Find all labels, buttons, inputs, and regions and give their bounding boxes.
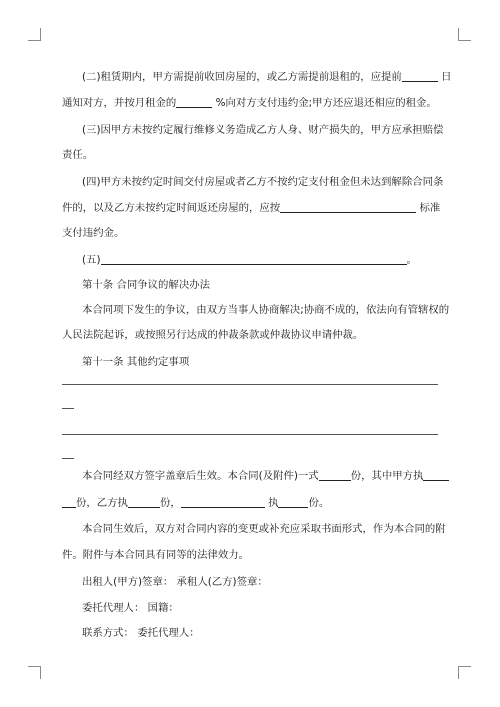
- text: 执: [268, 497, 279, 509]
- text: 份，: [159, 497, 181, 509]
- text: 。: [406, 254, 417, 266]
- clause-9-3-line-2: [62, 148, 442, 162]
- effectiveness-line-1: [82, 469, 442, 483]
- article-11-heading: [82, 355, 442, 369]
- blank-field[interactable]: [128, 496, 160, 508]
- crop-mark-top-left: [28, 28, 41, 41]
- text: (四)甲方未按约定时间交付房屋或者乙方不按约定支付租金但未达到解除合同条: [82, 176, 444, 188]
- blank-field[interactable]: [423, 469, 449, 481]
- text: 第十条 合同争议的解决办法: [82, 279, 210, 291]
- clause-9-4-line-2: [62, 201, 442, 215]
- blank-field[interactable]: [280, 201, 416, 213]
- clause-9-4-line-3: [62, 226, 442, 240]
- blank-field[interactable]: [181, 496, 265, 508]
- signature-line-agent: [82, 601, 442, 615]
- text: 标准: [419, 202, 441, 214]
- text: (五): [82, 254, 101, 266]
- amendment-line-2: [62, 548, 442, 562]
- blank-field[interactable]: [62, 496, 76, 508]
- amendment-line-1: [82, 522, 446, 536]
- text: 本合同项下发生的争议，由双方当事人协商解决;协商不成的，依法向有管辖权的: [82, 304, 450, 316]
- text: 本合同经双方签字盖章后生效。本合同(及附件)一式: [82, 470, 319, 482]
- crop-mark-top-right: [458, 28, 471, 41]
- text: 本合同生效后，双方对合同内容的变更或补充应采取书面形式，作为本合同的附: [82, 523, 446, 535]
- text: 责任。: [62, 149, 94, 161]
- text: %向对方支付违约金;甲方还应退还相应的租金。: [215, 97, 437, 109]
- text: 通知对方，并按月租金的: [62, 97, 177, 109]
- clause-9-3-line-1: [82, 123, 442, 137]
- blank-field[interactable]: [319, 469, 351, 481]
- blank-line-2-tail: [62, 458, 74, 459]
- blank-field[interactable]: [176, 96, 212, 108]
- text: 日: [441, 71, 452, 83]
- blank-line-1-tail: [62, 408, 74, 409]
- crop-mark-bottom-right: [458, 666, 471, 679]
- text: (二)租赁期内，甲方需提前收回房屋的，或乙方需提前退租的，应提前: [82, 71, 402, 83]
- blank-line-1[interactable]: [62, 384, 438, 385]
- blank-field[interactable]: [101, 253, 407, 265]
- clause-9-2-line-2: [62, 96, 442, 110]
- crop-mark-bottom-left: [28, 666, 41, 679]
- signature-line-parties: [82, 575, 442, 589]
- text: 份，乙方执: [76, 497, 128, 509]
- text: 出租人(甲方)签章： 承租人(乙方)签章：: [82, 576, 268, 588]
- text: 人民法院起诉，或按照另行达成的仲裁条款或仲裁协议申请仲裁。: [62, 329, 364, 341]
- text: 件的，以及乙方未按约定时间返还房屋的，应按: [62, 202, 281, 214]
- text: 第十一条 其他约定事项: [82, 356, 190, 368]
- blank-field[interactable]: [278, 496, 308, 508]
- blank-field[interactable]: [402, 70, 438, 82]
- effectiveness-line-2: [62, 496, 442, 510]
- text: 委托代理人： 国籍：: [82, 602, 179, 614]
- article-10-heading: [82, 278, 442, 292]
- text: 件。附件与本合同具有同等的法律效力。: [62, 549, 250, 561]
- clause-9-5-line: [82, 253, 442, 267]
- text: 联系方式： 委托代理人：: [82, 627, 200, 639]
- clause-9-4-line-1: [82, 175, 442, 189]
- signature-line-contact: [82, 626, 442, 640]
- clause-9-2-line-1: [82, 70, 452, 84]
- text: 份。: [308, 497, 330, 509]
- text: 支付违约金。: [62, 227, 125, 239]
- blank-line-2[interactable]: [62, 434, 438, 435]
- article-10-line-2: [62, 328, 442, 342]
- text: (三)因甲方未按约定履行维修义务造成乙方人身、财产损失的，甲方应承担赔偿: [82, 124, 444, 136]
- text: 份，其中甲方执: [350, 470, 424, 482]
- article-10-line-1: [82, 303, 450, 317]
